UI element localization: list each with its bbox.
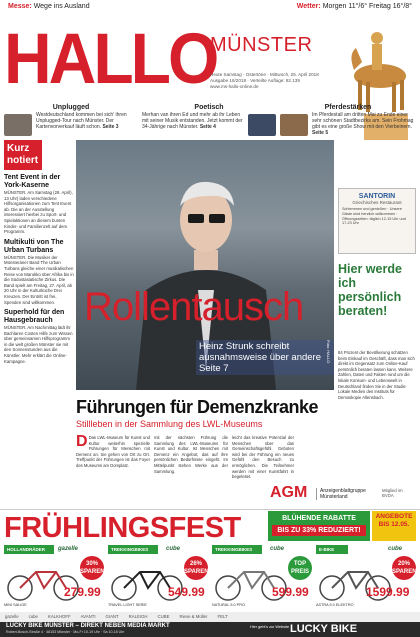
brand-label: cube xyxy=(166,546,181,552)
sidebar-news xyxy=(4,174,74,364)
price: 1599.99 xyxy=(366,585,410,599)
bike-name: TRAVEL LIGHT SERIE xyxy=(108,603,147,607)
issue-meta: Heute Samstag · Ostertöne · Mittwoch, 25. April 2018 Ausgabe 16/2018 · Verteilte Auflage: 82.139 www.ms-hallo-online.de xyxy=(210,72,319,89)
category-label: HOLLANDRÄDER xyxy=(4,545,54,554)
logo: HALLO xyxy=(4,18,217,98)
teaser-photo xyxy=(280,114,308,136)
restaurant-ad[interactable]: SANTORIN Griechisches Restaurant Schlemmen und genießen · Unsere Gäste sind herzlich willkommen · Öffnungszeiten: täglich 12-15 Uhr und 17-23 Uhr xyxy=(338,188,416,254)
city-name: MÜNSTER xyxy=(210,34,313,56)
news-item[interactable]: Multikulti von The Urban Turbans MÜNSTER. Die Musiker der Münsteraner Band The Urban Turbans gleiche einer musikalischen Reise von Marokko über Afrika bis in die Südostasiatische Zirkus. Die Band spielt am Freitag, 27. April, ab 20 Uhr in der Kulturküche Drei Kreuzen. Der Eintritt ist frei, Spenden sind willkommen. xyxy=(4,238,74,305)
news-item[interactable]: Superhold für den Hausgebrauch MÜNSTER. Am Nachmittag lädt ihr Bachlaren Costen Hilfe zum Wissen über gemeinsamen Hilfsprogramm in die welt großen Münster sie mit den Sonnenstunden aus die Künstler. Mehr erklärt die Online-Kampagne. xyxy=(4,309,73,364)
brand-label: cube xyxy=(270,546,285,552)
article-subline: Stillleben in der Sammlung des LWL-Museums xyxy=(76,419,263,429)
dropcap: D xyxy=(76,433,88,450)
top-price-badge: TOP PREIS xyxy=(288,556,312,580)
hier-headline: Hier werde ich persönlich beraten! xyxy=(338,262,402,318)
category-label: TREKKINGBIKES xyxy=(108,545,158,554)
ad-footer[interactable] xyxy=(0,622,420,637)
price: 549.99 xyxy=(168,585,205,599)
discount-badge: 26% SPAREN xyxy=(184,556,208,580)
footer-address: Robert-Bosch-Straße 4 · 48153 Münster · Mo-Fr 10-19 Uhr · Sa 10-18 Uhr xyxy=(6,630,125,634)
teaser-photo xyxy=(248,114,276,136)
price: 599.99 xyxy=(272,585,309,599)
photo-credit: Foto: HALLO xyxy=(326,340,331,364)
teaser-photo xyxy=(4,114,32,136)
category-label: E-BIKE xyxy=(316,545,348,554)
brand-logo-strip: gazelle cube KALKHOFF AVANTI GIANT RALEIGH CUBE Riese & Müller FELT xyxy=(0,612,420,622)
footer-title: LUCKY BIKE MÜNSTER – DIREKT NEBEN MEDIA MARKT xyxy=(6,623,170,629)
angebote-badge: ANGEBOTE BIS 12.05. xyxy=(372,511,416,541)
teaser-unplugged[interactable]: Unplugged Westdeutschland kommen bei sich' ihren Unplugged-Tour nach Münster. Der Kartenvorverkauf läuft schon. Seite 3 xyxy=(4,104,138,136)
teaser-pferdestaerken[interactable]: Pferdestärken Im Pferdestall am dritten Mai zu Ende einer sehr schönen Stadtbezirks am. Sein Frohmag gibt es eine große Show mit den Vierbeinern. Seite 5 xyxy=(280,104,416,136)
article-column: D Das LWL-Museum für Kunst und Kultur weiterhin spezielle Führungen für Menschen mit Demenz an. Sie gehen von Ort zu Ort. Treffpunkt der Führungen ist das Foyer des Museums am Domplatz. xyxy=(76,433,150,468)
weather-line: Wetter: Morgen 11°/6° Freitag 16°/8° xyxy=(296,3,412,10)
teaser-poetisch[interactable]: Poetisch Merhan van ihren Ed und mehr ab ihr Leben mit seiner Musik entstanden. Jetzt kommt der 34-Jährige nach Münster. Seite 4 xyxy=(142,104,276,136)
article-column: mit der nächsten Führung die Sammlung des LWL-Museums für Kunst und Kultur. Ist Menschen mit Demenz ein Angebot, das auf ihre persönlichen Bedürfnisse eingeht. Im Mittelpunkt stehen Werke aus der Sammlung. xyxy=(154,435,228,474)
bike-name: MINI SALIGE xyxy=(4,603,27,607)
rabatt-banner: BLÜHENDE RABATTE BIS ZU 33% REDUZIERT! xyxy=(268,511,370,541)
category-label: TREKKINGBIKES xyxy=(212,545,262,554)
bike-name: NATURAL 5.0 PRO xyxy=(212,603,245,607)
hero-title: Rollentausch xyxy=(84,285,304,329)
footer-info: Hier geht's zur Website xyxy=(250,625,290,629)
hier-text: 84 Prozent der Bevölkerung schätzen beim Einkauf im Geschäft, dass man sich direkt im Gegensatz zum Online-Kauf persönlich beraten lassen kann. Weitere Zahlen, Daten und Fakten rund um die lokale Konsum- und Lebenswelt in Deutschland finden Sie in der Studie Lokale Medien des Instituts für Demoskopie Allensbach. xyxy=(338,350,415,400)
news-item[interactable]: Tent Event in der York-Kaserne MÜNSTER. Am Samstag (28. April), 13 Uhr) laden verschiedene Hilfsorganisationen zum Tent Event ab. Die an der Ausstellung interessiert hierbei zu Sport- und Spielaktionen an diesem bunten Kinder- und Familienzelt auf dem Programm. xyxy=(4,174,73,235)
kurz-notiert-label: Kurz notiert xyxy=(4,140,42,170)
article-headline: Führungen für Demenzkranke xyxy=(76,397,319,417)
price: 279.99 xyxy=(64,585,101,599)
lucky-bike-logo: LUCKY BIKE xyxy=(290,623,358,635)
discount-badge: 30% SPAREN xyxy=(80,556,104,580)
agm-logo: AGM Anzeigenblattgruppe Münsterland Mitglied im BVDA xyxy=(270,484,403,501)
brand-label: cube xyxy=(388,546,403,552)
hero-quote[interactable]: Heinz Strunk schreibt ausnahmsweise über andere Seite 7 xyxy=(196,340,334,375)
ad-headline: FRÜHLINGSFEST xyxy=(4,512,241,544)
article-column: leicht das kreative Potenzial der Menschen über das Gemeinschaftsgefühl. Geboten wird bei der Führung ein neues Gefühl den Besuch zu ermöglichen. Die Teilnehmer werden mit einer Kunstfahrt in begeleitet. xyxy=(232,435,294,480)
bike-name: ASTRA 5.0 ELEKTRO xyxy=(316,603,354,607)
discount-badge: 20% SPAREN xyxy=(392,556,416,580)
messe-line: Messe: Wege ins Ausland xyxy=(8,3,90,10)
brand-label: gazelle xyxy=(58,546,79,552)
masthead xyxy=(4,14,416,102)
